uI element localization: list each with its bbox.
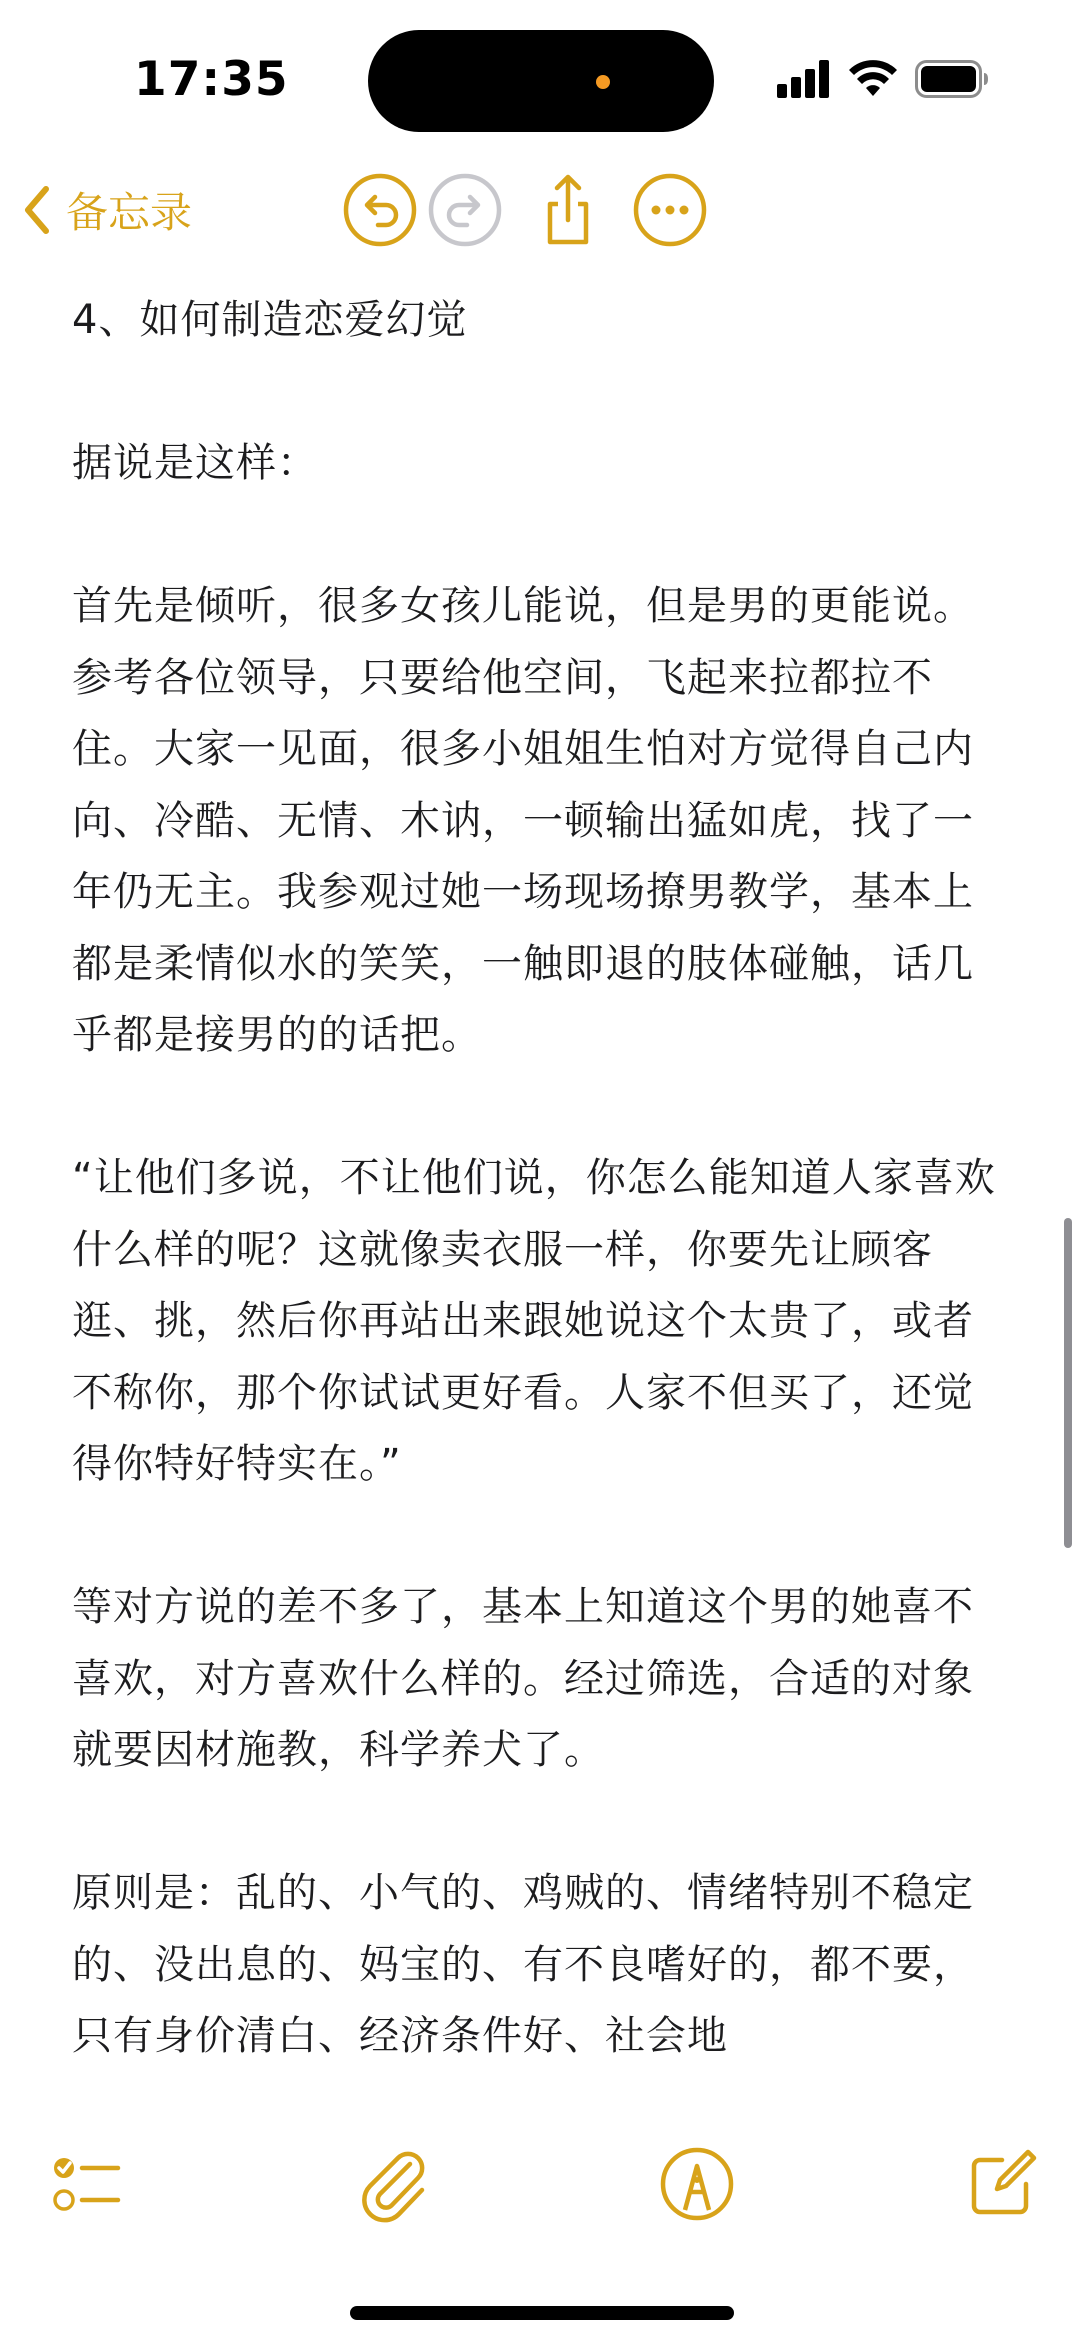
privacy-indicator-dot (596, 75, 610, 89)
wifi-icon (848, 58, 898, 98)
checklist-icon[interactable] (46, 2144, 126, 2224)
note-body[interactable] (72, 285, 1012, 2117)
markup-icon[interactable] (657, 2144, 737, 2224)
back-button-label: 备忘录 (66, 188, 193, 237)
status-time: 17:35 (134, 52, 289, 107)
navigation-bar (0, 160, 1080, 260)
note-paragraph: “让他们多说，不让他们说，你怎么能知道人家喜欢什么样的呢？这就像卖衣服一样，你要先让顾客逛、挑，然后你再站出来跟她说这个太贵了，或者不称你，那个你试试更好看。人家不但买了，还觉得你特好特实在。” (72, 1155, 996, 1487)
note-heading: 4、如何制造恋爱幻觉 (72, 297, 468, 343)
dynamic-island (368, 30, 714, 132)
note-paragraph: 首先是倾听，很多女孩儿能说，但是男的更能说。参考各位领导，只要给他空间，飞起来拉都拉不住。大家一见面，很多小姐姐生怕对方觉得自己内向、冷酷、无情、木讷，一顿输出猛如虎，找了一年仍无主。我参观过她一场现场撩男教学，基本上都是柔情似水的笑笑，一触即退的肢体碰触，话几乎都是接男的的话把。 (72, 583, 974, 1058)
share-icon[interactable] (530, 172, 606, 248)
compose-icon[interactable] (962, 2144, 1042, 2224)
vertical-scrollbar[interactable] (1064, 1218, 1072, 1548)
cellular-signal-icon (777, 60, 831, 98)
attachment-icon[interactable] (352, 2144, 432, 2224)
back-button[interactable] (22, 178, 192, 242)
battery-icon (915, 60, 989, 98)
status-bar (0, 0, 1080, 160)
undo-icon[interactable] (342, 172, 418, 248)
note-paragraph: 等对方说的差不多了，基本上知道这个男的她喜不喜欢，对方喜欢什么样的。经过筛选，合适的对象就要因材施教，科学养犬了。 (72, 1584, 974, 1773)
more-icon[interactable] (632, 172, 708, 248)
chevron-left-icon (22, 185, 52, 235)
note-paragraph: 原则是：乱的、小气的、鸡贼的、情绪特别不稳定的、没出息的、妈宝的、有不良嗜好的，都不要，只有身价清白、经济条件好、社会地 (72, 1870, 974, 2059)
redo-icon (427, 172, 503, 248)
home-indicator[interactable] (350, 2306, 734, 2320)
note-paragraph: 据说是这样： (72, 440, 318, 486)
bottom-toolbar (0, 2140, 1080, 2250)
